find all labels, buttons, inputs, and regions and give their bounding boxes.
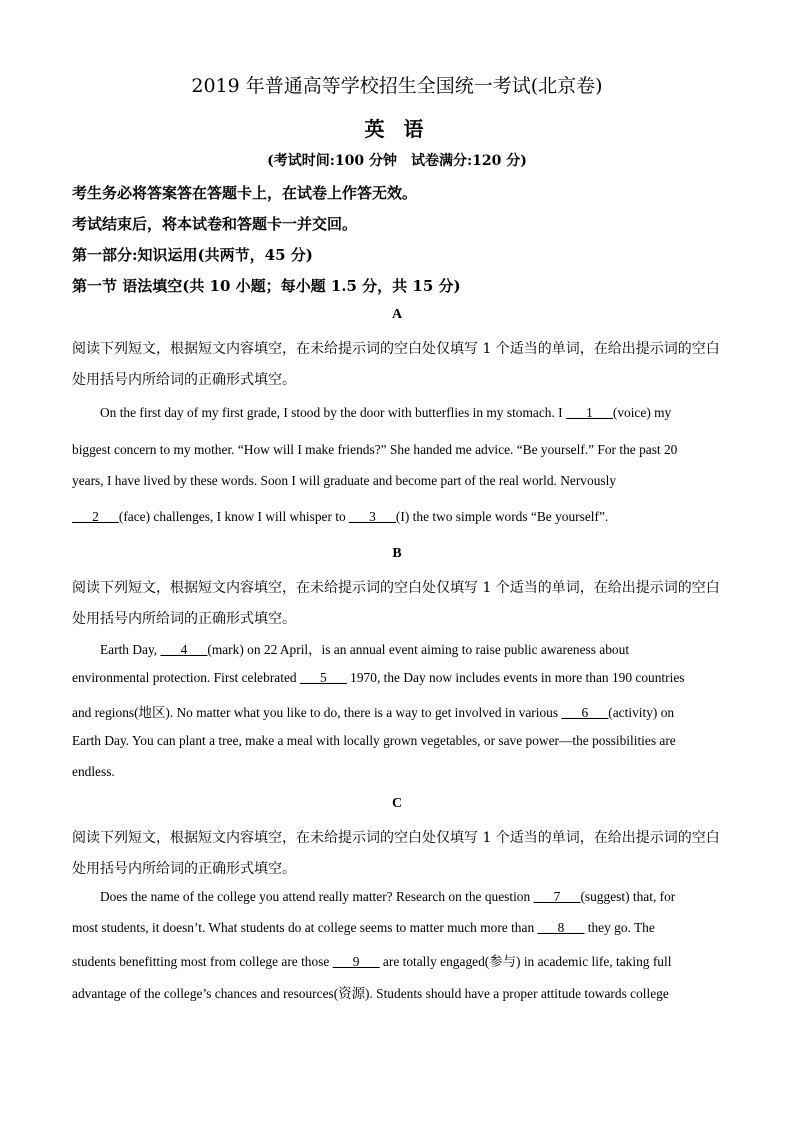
blank-2[interactable]: ___2___: [72, 509, 119, 524]
subject-title: 英 语: [364, 117, 430, 141]
passage-c-line3: [72, 951, 671, 970]
blank-4[interactable]: ___4___: [160, 642, 208, 657]
text: most students, it doesn’t. What students do at college seems to matter much more than: [72, 920, 538, 935]
blank-7[interactable]: ___7___: [533, 889, 581, 904]
text: environmental protection. First celebrated: [72, 670, 300, 685]
instruction-c-line1: 阅读下列短文，根据短文内容填空，在未给提示词的空白处仅填写 1 个适当的单词，在给出提示词的空白: [72, 830, 720, 846]
exam-title: 2019 年普通高等学校招生全国统一考试(北京卷): [191, 75, 603, 97]
text: (I) the two simple words “Be yourself”.: [395, 509, 609, 524]
text: (activity) on: [608, 705, 675, 720]
text: (suggest) that, for: [580, 889, 676, 904]
passage-b-line5: endless.: [72, 764, 115, 779]
text: Earth Day,: [100, 642, 161, 657]
text: (face) challenges, I know I will whisper to: [118, 509, 350, 524]
blank-9[interactable]: ___9___: [332, 954, 380, 969]
passage-c-label: C: [391, 796, 403, 811]
passage-b-line2: [72, 670, 684, 686]
exam-info: (考试时间:100 分钟 试卷满分:120 分): [267, 153, 527, 169]
text: Does the name of the college you attend really matter? Research on the question: [100, 889, 534, 904]
text: (mark) on 22 April，is an annual event aiming to raise public awareness about: [207, 642, 630, 657]
passage-b-line3: [72, 702, 674, 721]
text: students benefitting most from college are those: [72, 954, 333, 969]
passage-c-line2: [72, 920, 655, 936]
instruction-a-line2: 处用括号内所给词的正确形式填空。: [72, 372, 296, 388]
section-heading: 第一节 语法填空(共 10 小题；每小题 1.5 分，共 15 分): [72, 277, 461, 295]
blank-3[interactable]: ___3___: [349, 509, 396, 524]
instruction-b-line2: 处用括号内所给词的正确形式填空。: [72, 611, 296, 627]
text: are totally engaged(参与) in academic life, taking full: [379, 954, 672, 969]
blank-8[interactable]: ___8___: [537, 920, 585, 935]
passage-a-line3: years, I have lived by these words. Soon I will graduate and become part of the real world. Nervously: [72, 473, 617, 488]
passage-b-line1: [100, 639, 629, 658]
note-1: 考生务必将答案答在答题卡上，在试卷上作答无效。: [72, 184, 418, 202]
text: 1970, the Day now includes events in more than 190 countries: [346, 670, 685, 685]
blank-5[interactable]: ___5___: [299, 670, 347, 685]
instruction-c-line2: 处用括号内所给词的正确形式填空。: [72, 861, 296, 877]
passage-c-line4: advantage of the college’s chances and resources(资源). Students should have a proper attitude towards college: [72, 986, 669, 1001]
passage-c-line1: [100, 889, 675, 905]
text: and regions(地区). No matter what you like to do, there is a way to get involved in various: [72, 705, 562, 720]
text: On the first day of my first grade, I stood by the door with butterflies in my stomach. I: [100, 405, 566, 420]
passage-b-label: B: [392, 546, 402, 561]
text: (voice) my: [612, 405, 672, 420]
text: they go. The: [584, 920, 655, 935]
passage-a-line1: [100, 405, 671, 421]
instruction-a-line1: 阅读下列短文，根据短文内容填空，在未给提示词的空白处仅填写 1 个适当的单词，在给出提示词的空白: [72, 341, 720, 357]
passage-b-line4: Earth Day. You can plant a tree, make a meal with locally grown vegetables, or save power—the possibilities are: [72, 733, 676, 748]
instruction-b-line1: 阅读下列短文，根据短文内容填空，在未给提示词的空白处仅填写 1 个适当的单词，在给出提示词的空白: [72, 580, 720, 596]
note-2: 考试结束后，将本试卷和答题卡一并交回。: [72, 215, 358, 233]
passage-a-line4: [72, 509, 608, 525]
passage-a-line2: biggest concern to my mother. “How will I make friends?” She handed me advice. “Be yourself.” For the past 20: [72, 442, 678, 457]
passage-a-label: A: [391, 307, 403, 322]
part-heading: 第一部分:知识运用(共两节，45 分): [72, 246, 313, 264]
blank-6[interactable]: ___6___: [561, 705, 609, 720]
blank-1[interactable]: ___1___: [565, 405, 613, 420]
